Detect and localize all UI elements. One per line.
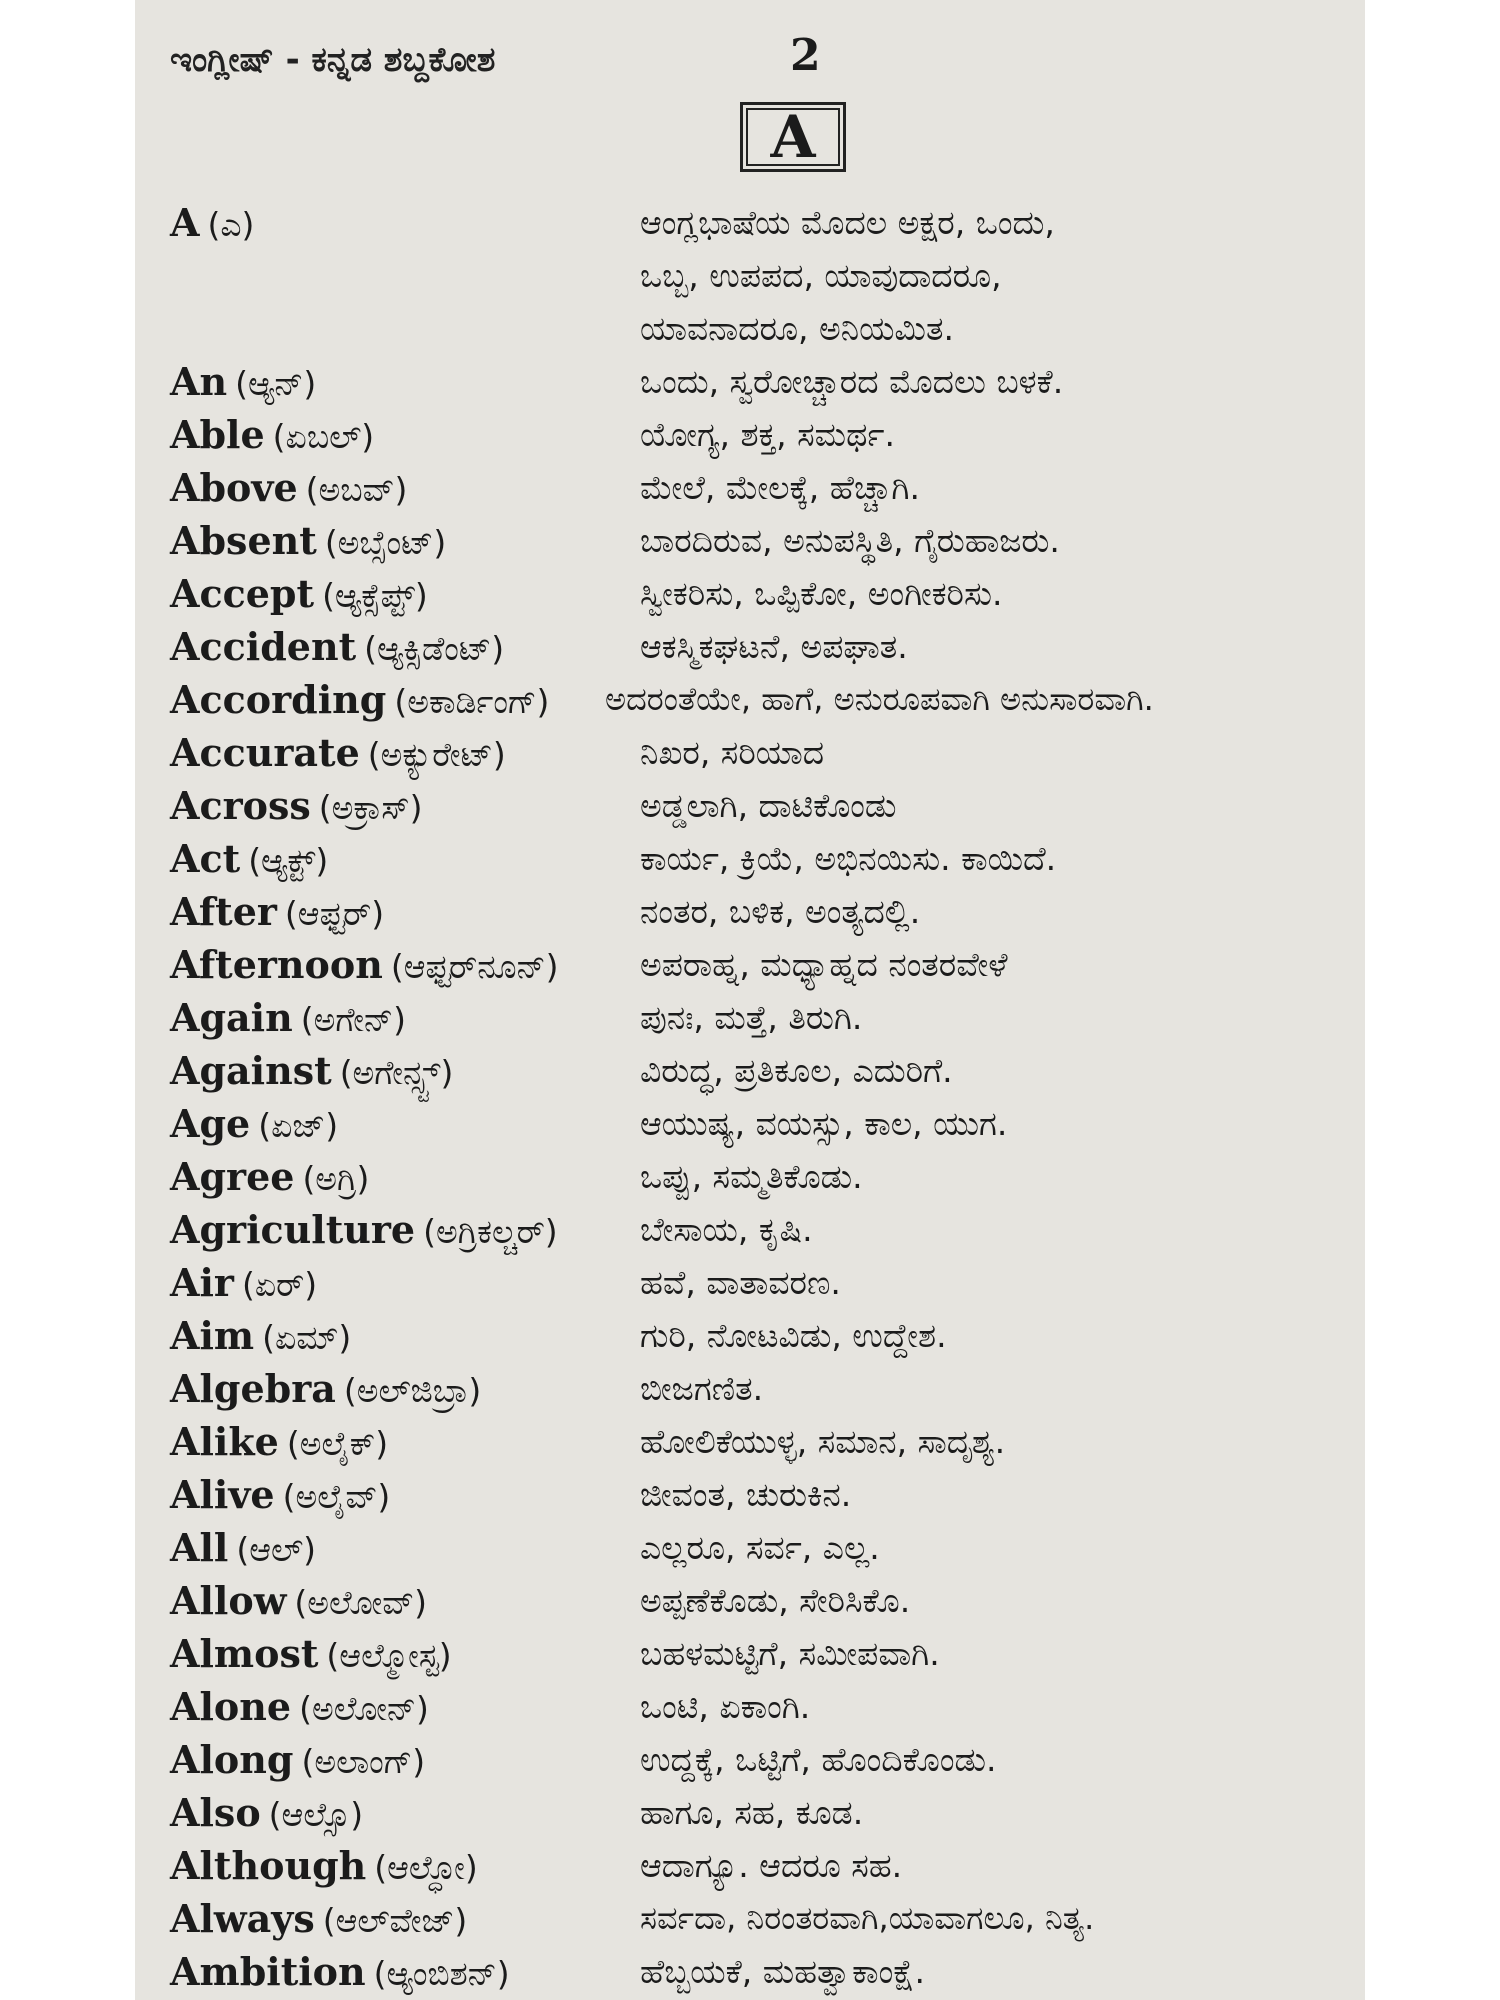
entry-word: Accept: [170, 571, 315, 616]
entry-meaning: ಹೋಲಿಕೆಯುಳ್ಳ, ಸಮಾನ, ಸಾದೃಶ್ಯ.: [640, 1422, 1006, 1461]
entry-word: Ambition: [170, 1949, 366, 1994]
entry-meaning: ಅಪ್ಪಣೆಕೊಡು, ಸೇರಿಸಿಕೊ.: [640, 1581, 911, 1620]
dictionary-entry: [170, 832, 1335, 885]
entry-pronunciation: (ಆಲ್ಮೋಸ್ಟ): [326, 1636, 452, 1675]
entry-headword: [170, 514, 446, 569]
entry-meaning: ಗುರಿ, ನೋಟವಿಡು, ಉದ್ದೇಶ.: [640, 1316, 947, 1355]
entry-headword: [170, 832, 328, 887]
entry-headword: [170, 1309, 351, 1364]
entry-pronunciation: (ಆ್ಯನ್): [235, 364, 317, 403]
entry-headword: [170, 1256, 317, 1311]
entry-pronunciation: (ಏಮ್): [262, 1318, 352, 1357]
entry-headword: [170, 620, 504, 675]
entry-meaning: ಹೆಬ್ಬಯಕೆ, ಮಹತ್ವಾಕಾಂಕ್ಷೆ.: [640, 1952, 925, 1991]
entry-headword: [170, 1733, 425, 1788]
page-header: [170, 30, 1330, 90]
entry-word: Alone: [170, 1684, 292, 1729]
section-letter: A: [740, 102, 846, 172]
entry-headword: [170, 726, 506, 781]
entry-headword: [170, 885, 384, 940]
entry-headword: [170, 461, 407, 516]
dictionary-entry: [170, 1309, 1335, 1362]
entry-pronunciation: (ಅಲೋವ್): [294, 1583, 428, 1622]
entry-headword: [170, 355, 316, 410]
entry-word: All: [170, 1525, 229, 1570]
entry-word: A: [170, 200, 200, 245]
entry-headword: [170, 991, 406, 1046]
entry-headword: [170, 1574, 427, 1629]
entry-headword: [170, 1892, 467, 1947]
dictionary-entry: [170, 1945, 1335, 1998]
entry-pronunciation: (ಅಲಾಂಗ್): [301, 1742, 426, 1781]
entry-meaning: ಒಂದು, ಸ್ವರೋಚ್ಚಾರದ ಮೊದಲು ಬಳಕೆ.: [640, 362, 1064, 401]
entry-headword: [170, 1786, 363, 1841]
entry-pronunciation: (ಏಬಲ್): [272, 417, 375, 456]
entry-word: Absent: [170, 518, 317, 563]
dictionary-entry: [170, 620, 1335, 673]
entry-meaning: ಕಾರ್ಯ, ಕ್ರಿಯೆ, ಅಭಿನಯಿಸು. ಕಾಯಿದೆ.: [640, 839, 1057, 878]
entry-word: Able: [170, 412, 265, 457]
entry-meaning: ಜೀವಂತ, ಚುರುಕಿನ.: [640, 1475, 852, 1514]
entry-word: Again: [170, 995, 293, 1040]
entry-pronunciation: (ಅಕ್ಯುರೇಟ್): [367, 735, 506, 774]
dictionary-entry: [170, 1574, 1335, 1627]
entry-word: An: [170, 359, 228, 404]
entry-word: Also: [170, 1790, 261, 1835]
entry-headword: [170, 1044, 453, 1099]
entry-headword: [170, 1680, 429, 1735]
dictionary-entry: [170, 355, 1335, 408]
entry-word: Allow: [170, 1578, 287, 1623]
entry-headword: [170, 408, 374, 463]
dictionary-entry: [170, 408, 1335, 461]
dictionary-entry: [170, 779, 1335, 832]
entry-pronunciation: (ಅಲ್‌ಜಿಬ್ರಾ): [343, 1371, 482, 1410]
entry-meaning: ಆಂಗ್ಲಭಾಷೆಯ ಮೊದಲ ಅಕ್ಷರ, ಒಂದು, ಒಬ್ಬ, ಉಪಪದ, ಯಾವುದಾದರೂ, ಯಾವನಾದರೂ, ಅನಿಯಮಿತ.: [640, 203, 1055, 348]
entry-meaning: ಸ್ವೀಕರಿಸು, ಒಪ್ಪಿಕೋ, ಅಂಗೀಕರಿಸು.: [640, 574, 1003, 613]
entry-pronunciation: (ಆಫ್ಟರ್): [284, 894, 385, 933]
entry-pronunciation: (ಅಕಾರ್ಡಿಂಗ್): [394, 682, 550, 721]
entry-word: Accident: [170, 624, 357, 669]
dictionary-entry: [170, 1892, 1335, 1945]
entry-pronunciation: (ಏಜ್): [258, 1106, 339, 1145]
entry-word: According: [170, 677, 387, 722]
entry-word: Aim: [170, 1313, 255, 1358]
entry-word: Agree: [170, 1154, 295, 1199]
entry-pronunciation: (ಆಲ್ಸೊ): [268, 1795, 364, 1834]
entry-pronunciation: (ಆ್ಯಂಬಿಶನ್): [373, 1954, 510, 1993]
dictionary-entry: [170, 726, 1335, 779]
entry-word: Agriculture: [170, 1207, 416, 1252]
entry-word: Against: [170, 1048, 332, 1093]
entry-meaning: ಬೇಸಾಯ, ಕೃಷಿ.: [640, 1210, 813, 1249]
entry-word: Along: [170, 1737, 294, 1782]
dictionary-entry: [170, 1521, 1335, 1574]
dictionary-entry: [170, 1203, 1335, 1256]
entry-meaning: ಸರ್ವದಾ, ನಿರಂತರವಾಗಿ,ಯಾವಾಗಲೂ, ನಿತ್ಯ.: [640, 1899, 1095, 1937]
dictionary-page: [135, 0, 1365, 2000]
entry-word: Alike: [170, 1419, 279, 1464]
entry-word: Although: [170, 1843, 367, 1888]
entry-word: Above: [170, 465, 298, 510]
entry-meaning: ಬಾರದಿರುವ, ಅನುಪಸ್ಥಿತಿ, ಗೈರುಹಾಜರು.: [640, 521, 1060, 560]
entry-headword: [170, 1627, 452, 1682]
entry-pronunciation: (ಆ್ಯಕ್ಸಿಡೆಂಟ್): [364, 629, 505, 668]
entry-list: [170, 196, 1335, 1998]
entry-word: Afternoon: [170, 942, 383, 987]
entry-pronunciation: (ಅಬವ್): [305, 470, 408, 509]
entry-meaning: ಬೀಜಗಣಿತ.: [640, 1369, 764, 1408]
entry-headword: [170, 1521, 316, 1576]
entry-meaning: ಹವೆ, ವಾತಾವರಣ.: [640, 1263, 841, 1302]
entry-pronunciation: (ಆಫ್ಟರ್‌ನೂನ್): [390, 947, 559, 986]
entry-pronunciation: (ಅಬ್ಸೆಂಟ್): [324, 523, 447, 562]
dictionary-entry: [170, 1362, 1335, 1415]
entry-headword: [170, 673, 549, 728]
entry-headword: [170, 1415, 388, 1470]
entry-word: Algebra: [170, 1366, 336, 1411]
dictionary-entry: [170, 1839, 1335, 1892]
entry-pronunciation: (ಆ್ಯಕ್ಟ್): [248, 841, 329, 880]
dictionary-entry: [170, 673, 1335, 726]
entry-pronunciation: (ಅಲೈಕ್): [286, 1424, 389, 1463]
entry-word: Act: [170, 836, 241, 881]
dictionary-entry: [170, 1468, 1335, 1521]
entry-meaning: ಅಡ್ಡಲಾಗಿ, ದಾಟಿಕೊಂಡು: [640, 786, 897, 825]
dictionary-entry: [170, 196, 1335, 355]
entry-headword: [170, 196, 254, 251]
entry-pronunciation: (ಅಗೇನ್): [300, 1000, 406, 1039]
book-title: ಇಂಗ್ಲೀಷ್ - ಕನ್ನಡ ಶಬ್ದಕೋಶ: [170, 40, 496, 80]
page-number: 2: [790, 30, 821, 81]
dictionary-entry: [170, 461, 1335, 514]
dictionary-entry: [170, 1786, 1335, 1839]
dictionary-entry: [170, 1733, 1335, 1786]
entry-pronunciation: (ಅಗ್ರಿ): [302, 1159, 370, 1198]
entry-pronunciation: (ಅಗೇನ್ಸ್ಟ್): [339, 1053, 454, 1092]
entry-meaning: ಅದರಂತೆಯೇ, ಹಾಗೆ, ಅನುರೂಪವಾಗಿ ಅನುಸಾರವಾಗಿ.: [605, 680, 1154, 718]
entry-headword: [170, 779, 422, 834]
entry-headword: [170, 938, 559, 993]
entry-meaning: ಆದಾಗ್ಯೂ. ಆದರೂ ಸಹ.: [640, 1846, 903, 1885]
entry-meaning: ಮೇಲೆ, ಮೇಲಕ್ಕೆ, ಹೆಚ್ಚಾಗಿ.: [640, 468, 920, 507]
dictionary-entry: [170, 1627, 1335, 1680]
entry-headword: [170, 1150, 369, 1205]
entry-word: Accurate: [170, 730, 360, 775]
entry-pronunciation: (ಆಲ್): [236, 1530, 316, 1569]
dictionary-entry: [170, 938, 1335, 991]
entry-meaning: ಅಪರಾಹ್ನ, ಮಧ್ಯಾಹ್ನದ ನಂತರವೇಳೆ: [640, 945, 1008, 984]
dictionary-entry: [170, 1097, 1335, 1150]
entry-headword: [170, 1945, 510, 2000]
entry-word: Across: [170, 783, 311, 828]
dictionary-entry: [170, 991, 1335, 1044]
entry-meaning: ಬಹಳಮಟ್ಟಿಗೆ, ಸಮೀಪವಾಗಿ.: [640, 1634, 940, 1673]
entry-meaning: ವಿರುದ್ಧ, ಪ್ರತಿಕೂಲ, ಎದುರಿಗೆ.: [640, 1051, 953, 1090]
entry-pronunciation: (ಅಲೋನ್): [299, 1689, 429, 1728]
entry-pronunciation: (ಅಗ್ರಿಕಲ್ಚರ್): [423, 1212, 558, 1251]
entry-headword: [170, 1097, 338, 1152]
dictionary-entry: [170, 885, 1335, 938]
entry-pronunciation: (ಆಲ್‌ವೇಜ್): [322, 1901, 468, 1940]
dictionary-entry: [170, 1680, 1335, 1733]
entry-meaning: ನಿಖರ, ಸರಿಯಾದ: [640, 733, 825, 772]
entry-headword: [170, 1203, 558, 1258]
entry-pronunciation: (ಅಲೈವ್): [282, 1477, 391, 1516]
entry-pronunciation: (ಆಲ್ಧೋ): [374, 1848, 478, 1887]
entry-headword: [170, 1468, 390, 1523]
entry-meaning: ಯೋಗ್ಯ, ಶಕ್ತ, ಸಮರ್ಥ.: [640, 415, 895, 454]
entry-word: Almost: [170, 1631, 319, 1676]
entry-headword: [170, 1839, 478, 1894]
entry-word: Always: [170, 1896, 315, 1941]
entry-pronunciation: (ಎ): [207, 205, 255, 244]
dictionary-entry: [170, 1415, 1335, 1468]
entry-pronunciation: (ಅಕ್ರಾಸ್): [318, 788, 423, 827]
entry-meaning: ನಂತರ, ಬಳಿಕ, ಅಂತ್ಯದಲ್ಲಿ.: [640, 892, 921, 931]
entry-meaning: ಒಪ್ಪು, ಸಮ್ಮತಿಕೊಡು.: [640, 1157, 863, 1196]
dictionary-entry: [170, 1256, 1335, 1309]
entry-pronunciation: (ಏರ್): [241, 1265, 318, 1304]
dictionary-entry: [170, 514, 1335, 567]
entry-word: Alive: [170, 1472, 275, 1517]
entry-meaning: ಹಾಗೂ, ಸಹ, ಕೂಡ.: [640, 1793, 864, 1832]
entry-meaning: ಎಲ್ಲರೂ, ಸರ್ವ, ಎಲ್ಲ.: [640, 1528, 880, 1567]
entry-meaning: ಪುನಃ, ಮತ್ತೆ, ತಿರುಗಿ.: [640, 998, 863, 1037]
entry-headword: [170, 567, 428, 622]
entry-word: Air: [170, 1260, 234, 1305]
dictionary-entry: [170, 1044, 1335, 1097]
entry-headword: [170, 1362, 481, 1417]
dictionary-entry: [170, 567, 1335, 620]
entry-meaning: ಒಂಟಿ, ಏಕಾಂಗಿ.: [640, 1687, 811, 1726]
entry-pronunciation: (ಆ್ಯಕ್ಸೆಪ್ಟ್): [322, 576, 428, 615]
entry-meaning: ಆಯುಷ್ಯ, ವಯಸ್ಸು, ಕಾಲ, ಯುಗ.: [640, 1104, 1008, 1143]
dictionary-entry: [170, 1150, 1335, 1203]
entry-word: After: [170, 889, 277, 934]
entry-meaning: ಆಕಸ್ಮಿಕಘಟನೆ, ಅಪಘಾತ.: [640, 627, 908, 666]
entry-meaning: ಉದ್ದಕ್ಕೆ, ಒಟ್ಟಿಗೆ, ಹೊಂದಿಕೊಂಡು.: [640, 1740, 997, 1779]
entry-word: Age: [170, 1101, 251, 1146]
